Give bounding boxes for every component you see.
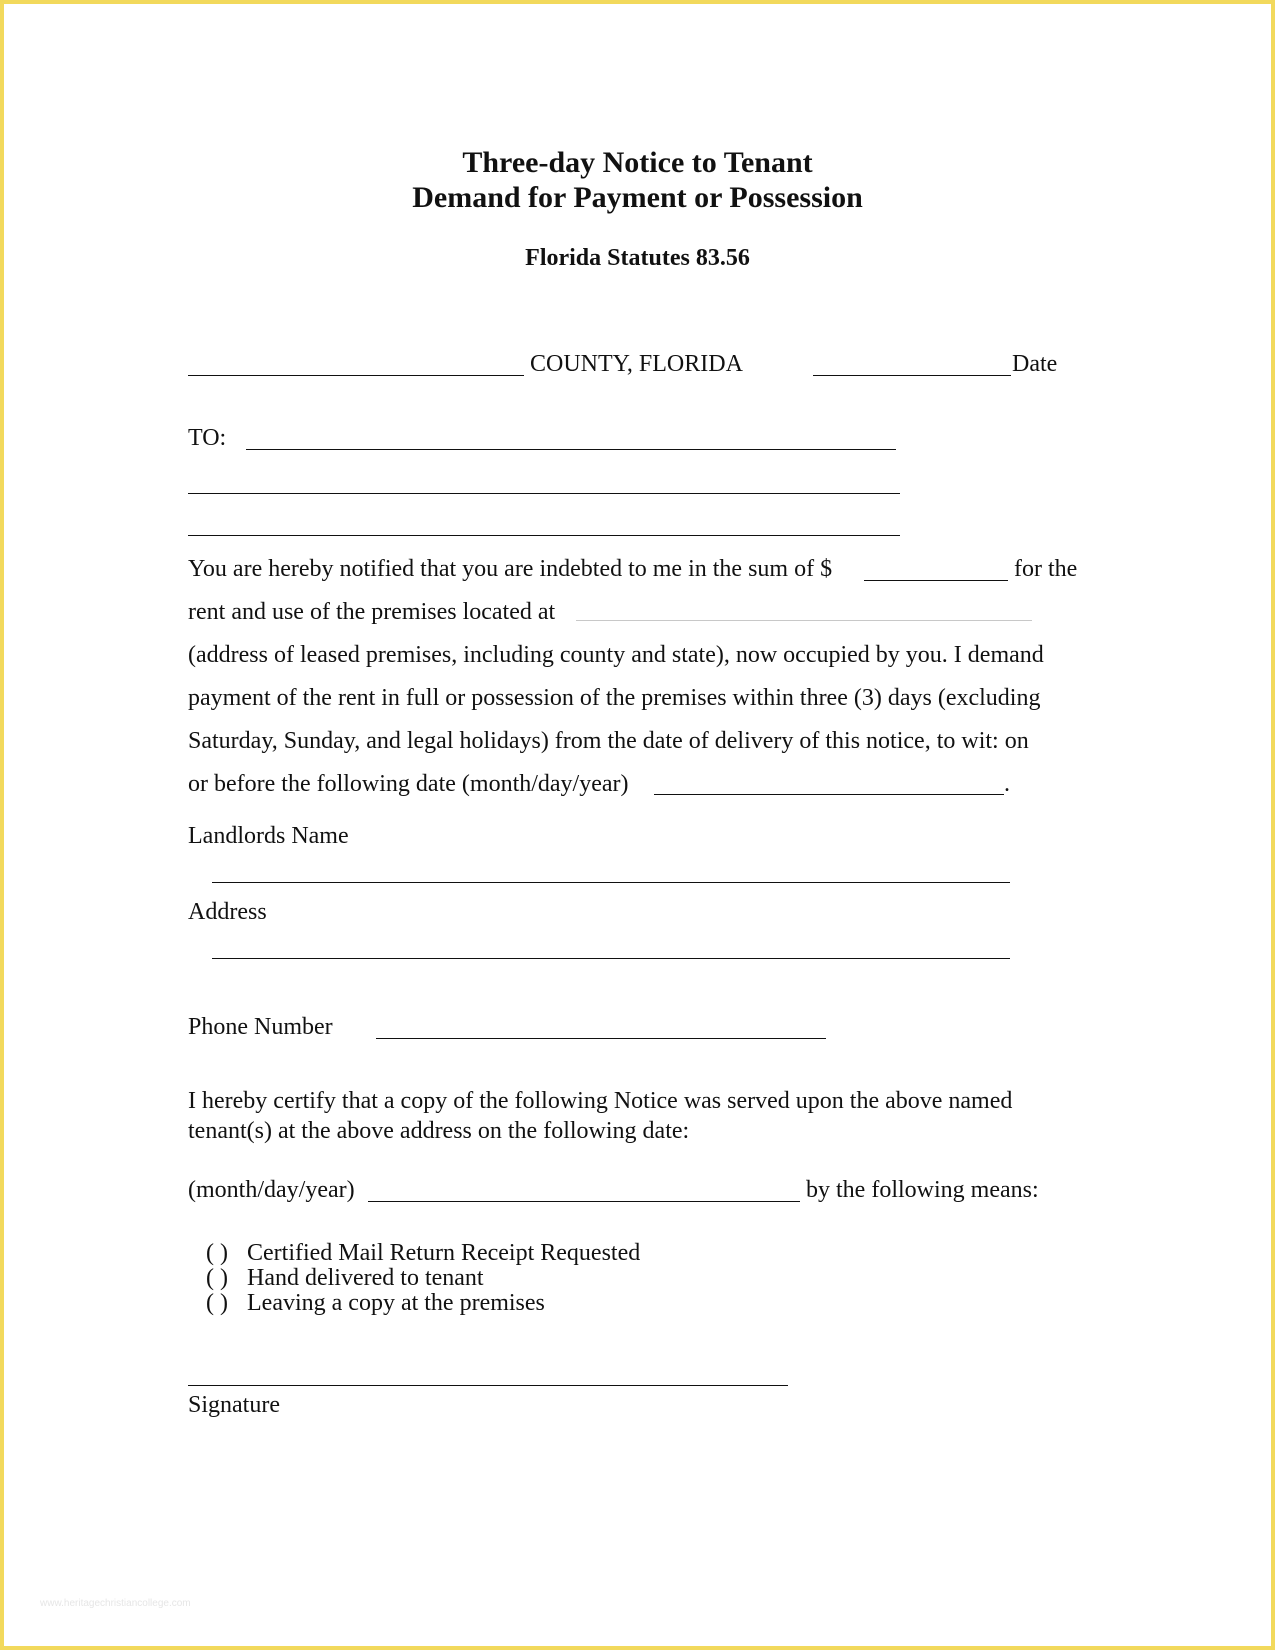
address-label: Address [188, 899, 267, 925]
body-line-4: payment of the rent in full or possession of the premises within three (3) days (excluding [188, 685, 1041, 711]
title-line-1: Three-day Notice to Tenant [462, 146, 813, 179]
watermark-text: www.heritagechristiancollege.com [40, 1598, 191, 1609]
premises-blank[interactable] [576, 620, 1032, 621]
option-leaving-copy-checkbox[interactable]: ( ) [206, 1290, 228, 1316]
to-blank-3[interactable] [188, 535, 900, 536]
county-label: COUNTY, FLORIDA [530, 351, 743, 377]
to-blank-2[interactable] [188, 493, 900, 494]
landlord-name-blank[interactable] [212, 882, 1010, 883]
county-blank[interactable] [188, 375, 524, 376]
option-hand-delivered-label: Hand delivered to tenant [247, 1265, 484, 1291]
means-label: by the following means: [806, 1177, 1039, 1203]
body-line-3: (address of leased premises, including county and state), now occupied by you. I demand [188, 642, 1044, 668]
statute-reference: Florida Statutes 83.56 [525, 245, 750, 271]
to-label: TO: [188, 425, 227, 451]
option-leaving-copy-label: Leaving a copy at the premises [247, 1290, 545, 1316]
body-line-5: Saturday, Sunday, and legal holidays) from the date of delivery of this notice, to wit: on [188, 728, 1029, 754]
address-blank[interactable] [212, 958, 1010, 959]
sum-blank[interactable] [864, 580, 1008, 581]
to-blank-1[interactable] [246, 449, 896, 450]
date-label: Date [1012, 351, 1058, 377]
body-line-6-end: . [1004, 771, 1010, 797]
title-line-2: Demand for Payment or Possession [412, 181, 863, 214]
service-date-blank[interactable] [368, 1201, 800, 1202]
service-date-label: (month/day/year) [188, 1177, 355, 1203]
phone-blank[interactable] [376, 1038, 826, 1039]
body-line-6: or before the following date (month/day/year) [188, 771, 629, 797]
option-certified-mail-label: Certified Mail Return Receipt Requested [247, 1240, 641, 1266]
body-line-2: rent and use of the premises located at [188, 599, 556, 625]
signature-blank[interactable] [188, 1385, 788, 1386]
body-line-1: You are hereby notified that you are indebted to me in the sum of $ [188, 556, 833, 582]
certify-line-1: I hereby certify that a copy of the following Notice was served upon the above named [188, 1088, 1013, 1114]
signature-label: Signature [188, 1392, 280, 1418]
landlord-name-label: Landlords Name [188, 823, 349, 849]
option-certified-mail-checkbox[interactable]: ( ) [206, 1240, 228, 1266]
body-line-1-end: for the [1014, 556, 1078, 582]
option-hand-delivered-checkbox[interactable]: ( ) [206, 1265, 228, 1291]
certify-line-2: tenant(s) at the above address on the following date: [188, 1118, 690, 1144]
phone-label: Phone Number [188, 1014, 333, 1040]
date-blank[interactable] [813, 375, 1011, 376]
deadline-date-blank[interactable] [654, 794, 1004, 795]
